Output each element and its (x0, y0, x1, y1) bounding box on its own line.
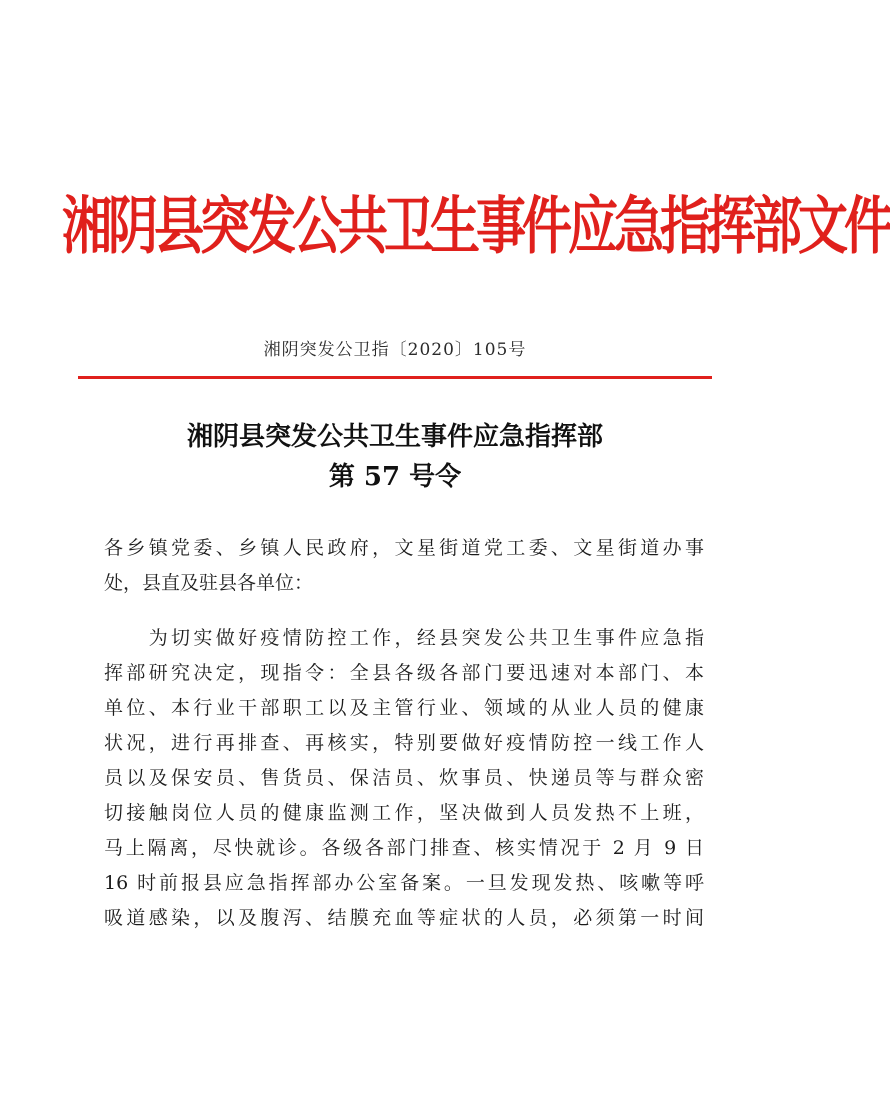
red-header-title: 湘阴县突发公共卫生事件应急指挥部文件 (62, 189, 890, 263)
salutation-line: 处，县直及驻县各单位： (104, 572, 314, 594)
paragraph-line: 为切实做好疫情防控工作，经县突发公共卫生事件应急指 (104, 627, 704, 649)
paragraph-line: 马上隔离，尽快就诊。各级各部门排查、核实情况于 2 月 9 日 (104, 837, 704, 859)
order-title-line-2: 第 57 号令 (328, 462, 462, 492)
order-title-line-1: 湘阴县突发公共卫生事件应急指挥部 (186, 422, 603, 452)
red-divider-rule (78, 376, 712, 379)
paragraph-line: 状况，进行再排查、再核实，特别要做好疫情防控一线工作人 (104, 732, 704, 754)
salutation-line: 各乡镇党委、乡镇人民政府，文星街道党工委、文星街道办事 (104, 537, 704, 559)
paragraph-line: 吸道感染，以及腹泻、结膜充血等症状的人员，必须第一时间 (104, 907, 704, 929)
document-number: 湘阴突发公卫指〔2020〕105号 (263, 340, 527, 360)
salutation-block (104, 531, 704, 601)
paragraph-line: 员以及保安员、售货员、保洁员、炊事员、快递员等与群众密 (104, 767, 704, 789)
paragraph-line: 挥部研究决定，现指令：全县各级各部门要迅速对本部门、本 (104, 662, 704, 684)
paragraph-line: 16 时前报县应急指挥部办公室备案。一旦发现发热、咳嗽等呼 (104, 872, 704, 894)
paragraph-block (104, 621, 704, 936)
paragraph-line: 切接触岗位人员的健康监测工作，坚决做到人员发热不上班， (104, 802, 704, 824)
paragraph-line: 单位、本行业干部职工以及主管行业、领域的从业人员的健康 (104, 697, 704, 719)
